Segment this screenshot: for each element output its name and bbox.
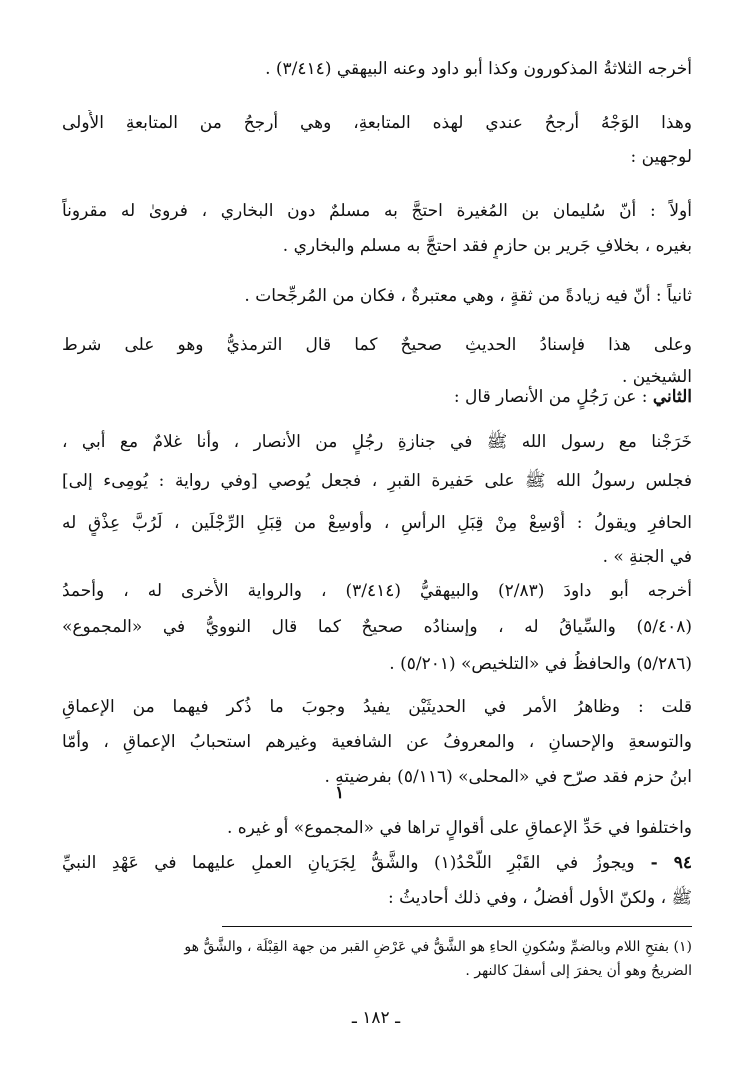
text-line: وعلى هذا فإسنادُ الحديثِ صحيحٌ كما قال الترمذيُّ وهو على شرط <box>62 335 692 355</box>
ruling-line <box>62 850 692 876</box>
hadith-line: فجلس رسولُ الله ﷺ على حَفيرة القبرِ ، فجعل يُوصي [وفي رواية : يُومِىء إلى] <box>62 471 692 491</box>
text-line: (٥/٤٠٨) والسِّياقُ له ، وإسنادُه صحيحٌ كما قال النوويُّ في «المجموع» <box>62 617 692 637</box>
text-line: قلت : وظاهرُ الأمر في الحديثَيْن يفيدُ وجوبَ ما ذُكر فيهما من الإعماقِ <box>62 697 692 717</box>
hadith-line: خَرَجْنا مع رسول الله ﷺ في جنازةِ رجُلٍ من الأنصار ، وأنا غلامٌ مع أبي ، <box>62 432 692 452</box>
footnote-divider <box>222 926 692 927</box>
hadith-line: الحافرِ ويقولُ : أَوْسِعْ مِنْ قِبَلِ الرأسِ ، وأوسِعْ من قِبَلِ الرِّجْلَين ، لَرُبَّ عِذْقٍ له <box>62 513 692 533</box>
text-span: ويجوزُ في القَبْرِ اللَّحْدُ(١) والشَّقُّ لِجَرَيانِ العملِ عليهما في عَهْدِ النبيِّ <box>62 853 635 873</box>
text-line: ﷺ ، ولكنّ الأول أفضلُ ، وفي ذلك أحاديثُ : <box>387 888 692 908</box>
text-span: : عن رَجُلٍ من الأنصار قال : <box>453 387 653 407</box>
text-line: واختلفوا في حَدِّ الإعماقِ على أقوالٍ تراها في «المجموع» أو غيره . <box>226 818 692 838</box>
hadith-line: في الجنةِ » . <box>602 547 692 567</box>
footnote-line: الضريحُ وهو أن يحفرَ إلى أسفلَ كالنهر . <box>465 963 692 979</box>
ruling-number: ٩٤ - <box>634 853 692 873</box>
page-number: ـ ١٨٢ ـ <box>351 1008 401 1028</box>
section-heading-line <box>62 384 692 410</box>
text-line: ابنُ حزم فقد صرّح في «المحلى» (٥/١١٦) بفرضيتهِ . <box>324 767 692 787</box>
footnote-line: (١) بفتحِ اللام وبالضمِّ وسُكونِ الحاءِ هو الشَّقُّ في عَرْضِ القبر من جهة القِبْلَة ، والشَّقُّ هو <box>184 939 692 955</box>
text-line: أخرجه أبو داودَ (٢/٨٣) والبيهقيُّ (٣/٤١٤) ، والرواية الأُخرى له ، وأحمدُ <box>62 581 692 601</box>
text-line: (٥/٢٨٦) والحافظُ في «التلخيص» (٥/٢٠١) . <box>389 654 692 674</box>
text-line: والتوسعةِ والإحسانِ ، والمعروفُ عن الشافعية وغيرهم استحبابُ الإعماقِ ، وأمّا <box>62 732 692 752</box>
text-line: ثانياً : أنّ فيه زيادةً من ثقةٍ ، وهي معتبرةٌ ، فكان من المُرجِّحات . <box>244 286 692 306</box>
margin-marker: ١ <box>335 783 345 803</box>
text-line: بغيره ، بخلافِ جَرير بن حازمٍ فقد احتجَّ به مسلم والبخاري . <box>282 236 692 256</box>
section-label: الثاني <box>652 387 692 407</box>
text-line: أولاً : أنّ سُليمان بن المُغيرة احتجَّ به مسلمٌ دون البخاري ، فروىٰ له مقروناً <box>62 201 692 221</box>
text-line: الشيخين . <box>621 367 692 387</box>
text-line: أخرجه الثلاثةُ المذكورون وكذا أبو داود وعنه البيهقي (٣/٤١٤) . <box>265 59 692 79</box>
text-line: لوجهين : <box>630 147 692 167</box>
text-line: وهذا الوَجْهُ أرجحُ عندي لهذه المتابعةِ، وهي أرجحُ من المتابعةِ الأُولى <box>62 113 692 133</box>
